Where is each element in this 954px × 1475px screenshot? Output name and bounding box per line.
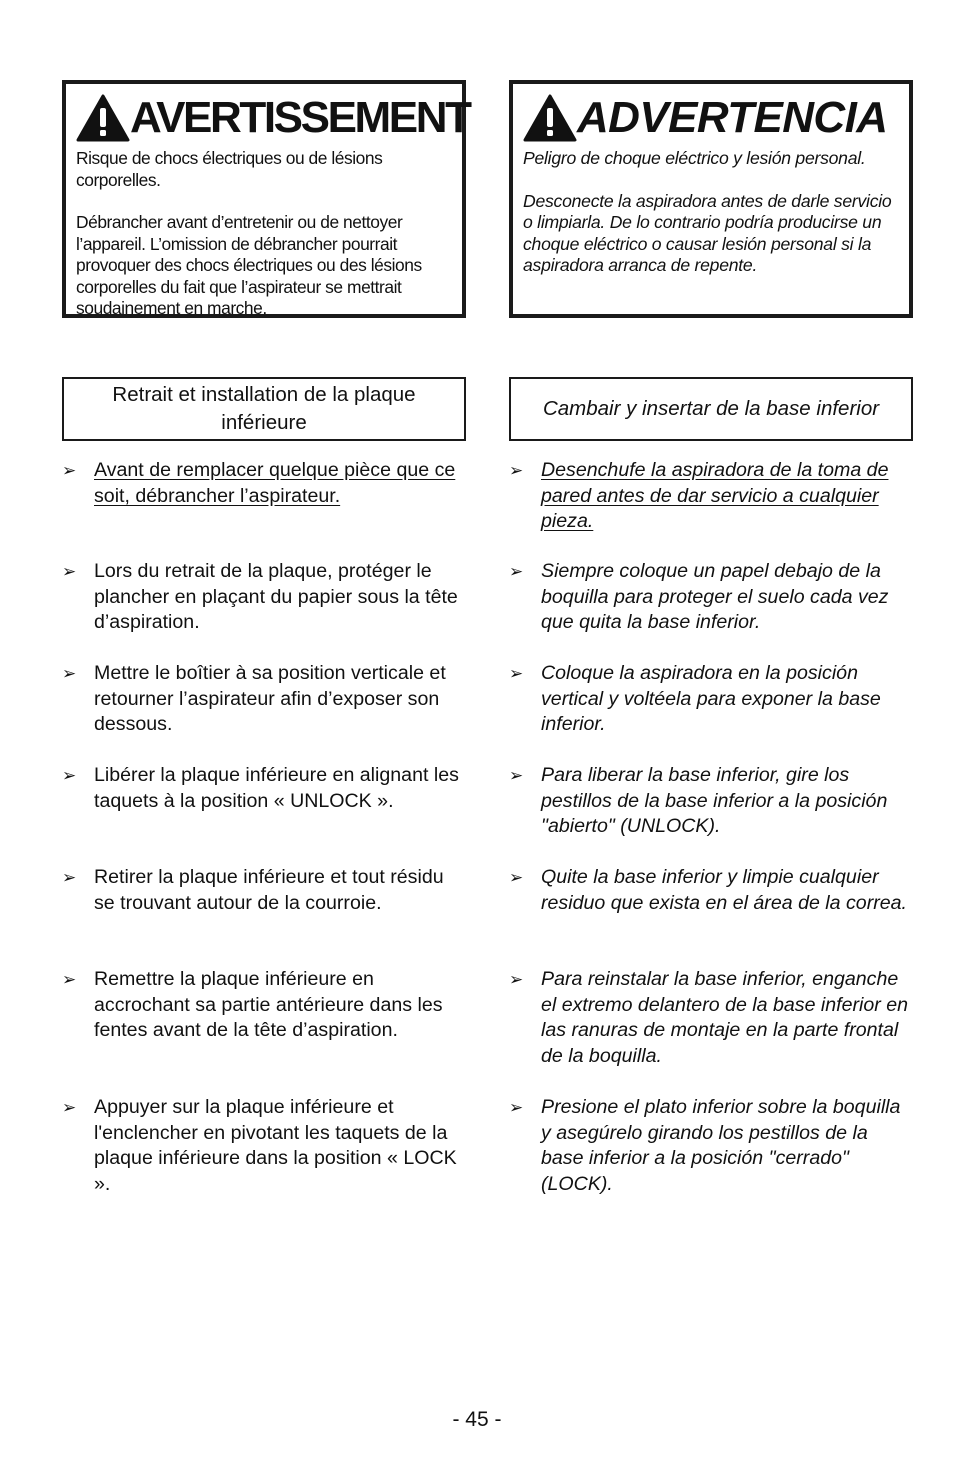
warning-instruction-fr: Débrancher avant d’entretenir ou de nettoyer l’appareil. L’omission de débrancher pourrait provoquer des chocs électriques ou des lésions corporelles du fait que l’aspirateur se mettrait soudainement en marche. [76,212,422,318]
warning-risk-es: Peligro de choque eléctrico y lesión personal. [523,148,866,168]
page-number: - 45 - [452,1408,502,1431]
bullet-arrow-icon: ➢ [62,766,77,785]
section-title-es-text: Cambair y insertar de la base inferior [542,397,880,420]
step-text: Coloque la aspiradora en la posición vertical y voltéela para exponer la base inferior. [541,662,881,736]
step-text: Remettre la plaque inférieure en accrochant sa partie antérieure dans les fentes avant de la tête d’aspiration. [94,968,443,1042]
bullet-arrow-icon: ➢ [509,562,524,581]
bullet-arrow-icon: ➢ [509,970,524,989]
step-text: Presione el plato inferior sobre la boquilla y asegúrelo girando los pestillos de la base inferior a la posición "cerrado" (LOCK). [541,1096,901,1196]
warning-triangle-icon [523,94,577,142]
bullet-arrow-icon: ➢ [62,970,77,989]
bullet-arrow-icon: ➢ [509,461,524,480]
warning-header-es [523,88,901,148]
warning-risk-fr: Risque de chocs électriques ou de lésions corporelles. [76,148,383,190]
warning-box-fr [62,80,470,318]
step-text: Quite la base inferior y limpie cualquier residuo que exista en el área de la correa. [541,866,907,914]
warning-instruction-es: Desconecte la aspiradora antes de darle servicio o limpiarla. De lo contrario podría producirse un choque eléctrico o causar lesión personal si la aspiradora arranca de repente. [523,190,892,275]
bullet-arrow-icon: ➢ [509,868,524,887]
step-text: Lors du retrait de la plaque, protéger le plancher en plaçant du papier sous la tête d’aspiration. [94,560,458,634]
warning-title-fr: AVERTISSEMENT [130,93,470,142]
warning-header-fr [76,88,470,148]
bullet-arrow-icon: ➢ [509,664,524,683]
warning-title-es: ADVERTENCIA [577,93,888,142]
bullet-arrow-icon: ➢ [509,1098,524,1117]
section-title-fr [62,377,466,441]
bullet-arrow-icon: ➢ [62,868,77,887]
warning-box-es [509,80,913,318]
section-title-fr-text: Retrait et installation de la plaque inférieure [112,383,416,434]
step-text: Mettre le boîtier à sa position verticale et retourner l’aspirateur afin d’exposer son dessous. [94,662,446,736]
bullet-arrow-icon: ➢ [62,1098,77,1117]
section-title-es [509,377,913,441]
bullet-arrow-icon: ➢ [62,461,77,480]
step-text: Desenchufe la aspiradora de la toma de pared antes de dar servicio a cualquier pieza. [541,459,889,533]
step-text: Appuyer sur la plaque inférieure et l'enclencher en pivotant les taquets de la plaque inférieure dans la position « LOCK ». [94,1096,457,1196]
step-text: Libérer la plaque inférieure en alignant les taquets à la position « UNLOCK ». [94,764,459,812]
bullet-arrow-icon: ➢ [62,664,77,683]
bullet-arrow-icon: ➢ [509,766,524,785]
step-text: Retirer la plaque inférieure et tout résidu se trouvant autour de la courroie. [94,866,444,914]
step-text: Siempre coloque un papel debajo de la boquilla para proteger el suelo cada vez que quita la base inferior. [541,560,889,634]
bullet-arrow-icon: ➢ [62,562,77,581]
step-text: Para reinstalar la base inferior, enganche el extremo delantero de la base inferior en las ranuras de montaje en la parte frontal de la boquilla. [541,968,909,1068]
warning-triangle-icon [76,94,130,142]
step-text: Avant de remplacer quelque pièce que ce soit, débrancher l’aspirateur. [94,459,456,507]
step-text: Para liberar la base inferior, gire los pestillos de la base inferior a la posición "abierto" (UNLOCK). [541,764,888,838]
